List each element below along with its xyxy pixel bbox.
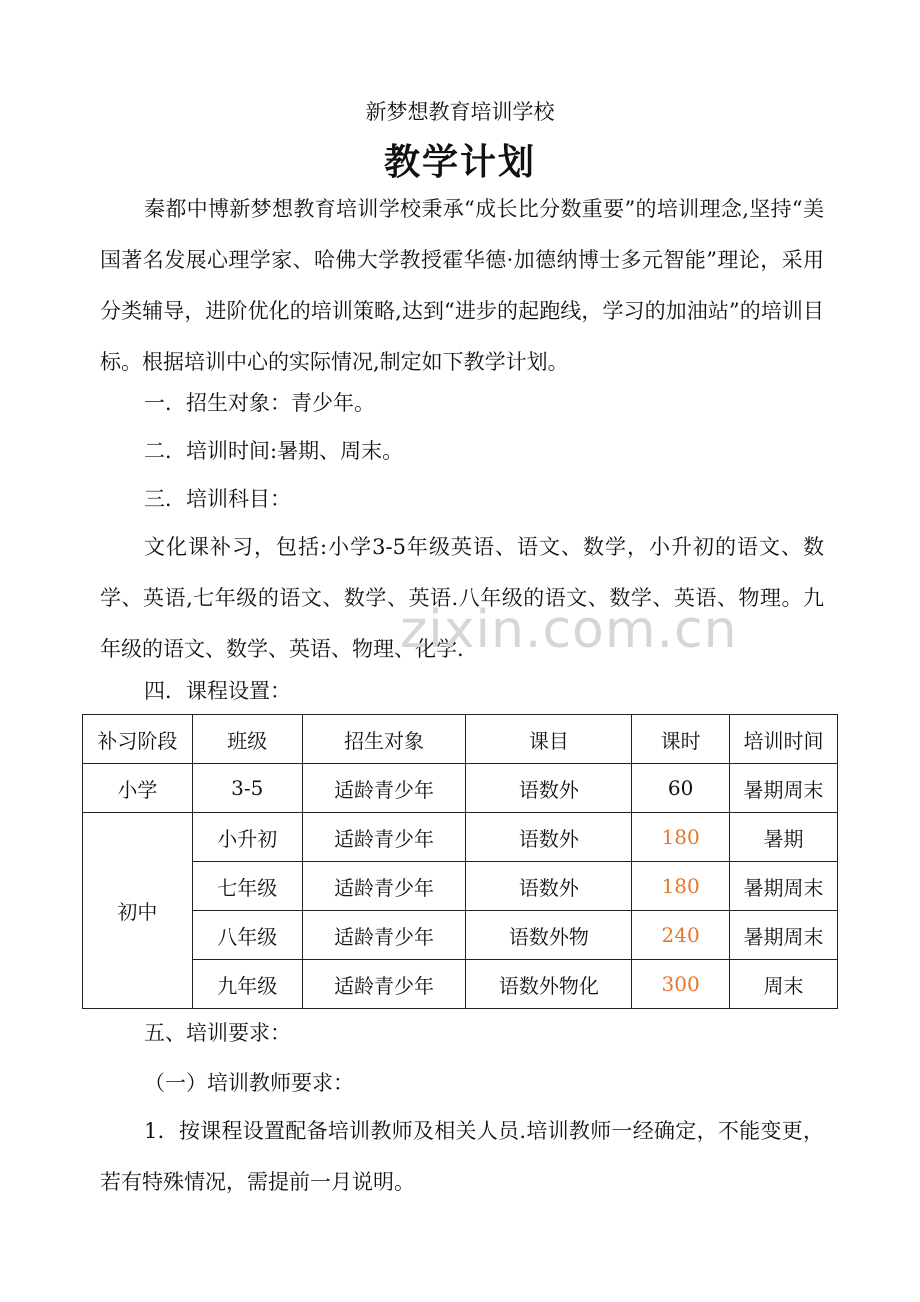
class-cell: 八年级: [192, 911, 302, 960]
target-cell: 适龄青少年: [302, 960, 466, 1009]
section-enrollment-target: 一．招生对象：青少年。: [144, 391, 375, 415]
target-cell: 适龄青少年: [302, 813, 466, 862]
stage-cell: 小学: [83, 764, 193, 813]
header-cell: 招生对象: [302, 715, 466, 764]
section-training-requirements: 五、培训要求：: [144, 1021, 291, 1045]
hours-cell: 300: [632, 960, 730, 1009]
subject-cell: 语数外: [466, 862, 632, 911]
header-cell: 班级: [192, 715, 302, 764]
page-title: 教学计划: [383, 141, 536, 183]
section-subjects-heading: 三．培训科目：: [144, 487, 291, 511]
time-cell: 暑期周末: [730, 764, 838, 813]
header-cell: 补习阶段: [83, 715, 193, 764]
section-training-time: 二．培训时间:暑期、周末。: [144, 439, 404, 463]
target-cell: 适龄青少年: [302, 911, 466, 960]
class-cell: 七年级: [192, 862, 302, 911]
table-row: [83, 764, 838, 813]
subject-cell: 语数外物化: [466, 960, 632, 1009]
stage-cell: 初中: [83, 813, 193, 1009]
time-cell: 暑期: [730, 813, 838, 862]
section-course-setup: 四．课程设置：: [144, 679, 291, 703]
intro-paragraph: 秦都中博新梦想教育培训学校秉承“成长比分数重要”的培训理念,坚持“美国著名发展心理学家、哈佛大学教授霍华德·加德纳博士多元智能”理论，采用分类辅导，进阶优化的培训策略,达到“进步的起跑线，学习的加油站”的培训目标。根据培训中心的实际情况,制定如下教学计划。: [100, 197, 824, 374]
target-cell: 适龄青少年: [302, 764, 466, 813]
school-name: 新梦想教育培训学校: [365, 100, 555, 124]
teacher-requirements-heading: （一）培训教师要求：: [144, 1071, 354, 1095]
target-cell: 适龄青少年: [302, 862, 466, 911]
table-row: [83, 862, 838, 911]
subjects-paragraph: 文化课补习，包括:小学3-5年级英语、语文、数学，小升初的语文、数学、英语,七年级的语文、数学、英语.八年级的语文、数学、英语、物理。九年级的语文、数学、英语、物理、化学.: [100, 535, 824, 661]
time-cell: 暑期周末: [730, 862, 838, 911]
teacher-requirement-item-1: 1．按课程设置配备培训教师及相关人员.培训教师一经确定，不能变更，若有特殊情况，需提前一月说明。: [100, 1119, 824, 1194]
class-cell: 3-5: [192, 764, 302, 813]
table-row: [83, 813, 838, 862]
table-header-row: [83, 715, 838, 764]
table-row: [83, 960, 838, 1009]
time-cell: 暑期周末: [730, 911, 838, 960]
hours-cell: 240: [632, 911, 730, 960]
table-row: [83, 911, 838, 960]
hours-cell: 180: [632, 862, 730, 911]
subject-cell: 语数外物: [466, 911, 632, 960]
header-cell: 培训时间: [730, 715, 838, 764]
course-table: [82, 714, 838, 1009]
time-cell: 周末: [730, 960, 838, 1009]
subject-cell: 语数外: [466, 764, 632, 813]
watermark: zixin.com.cn: [400, 600, 738, 660]
hours-cell: 60: [632, 764, 730, 813]
class-cell: 九年级: [192, 960, 302, 1009]
subject-cell: 语数外: [466, 813, 632, 862]
header-cell: 课目: [466, 715, 632, 764]
class-cell: 小升初: [192, 813, 302, 862]
header-cell: 课时: [632, 715, 730, 764]
hours-cell: 180: [632, 813, 730, 862]
